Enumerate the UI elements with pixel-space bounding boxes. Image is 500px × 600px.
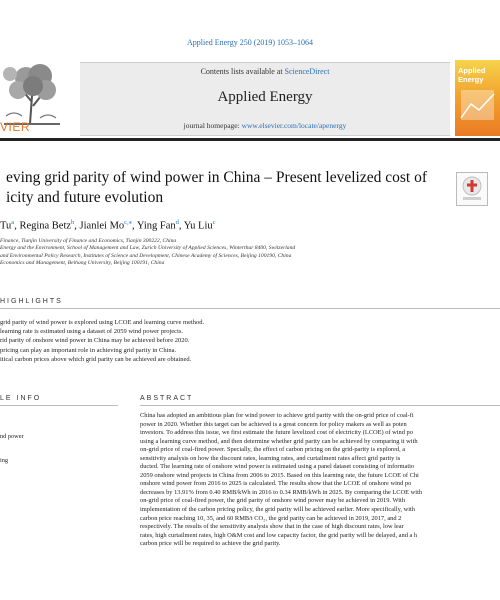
abstract-line: 2059 onshore wind projects in China from 2006 to 2015. Based on this learning rate, the future LCOE of Chi [140, 471, 419, 479]
abstract-line: on-grid price of coal-fired power, the grid parity of onshore wind power may be achieved in 2019. With [140, 497, 406, 505]
author-name[interactable]: Tu [0, 220, 12, 232]
journal-cover-thumbnail[interactable] [455, 60, 500, 136]
abstract-line: decreases by 13.91% from 0.40 RMB/kWh in 2016 to 0.34 RMB/kWh in 2025. By comparing the LCOE with [140, 488, 423, 496]
citation-line[interactable]: Applied Energy 250 (2019) 1053–1064 [186, 38, 314, 47]
homepage-line [80, 121, 450, 130]
affiliation-line: and Environmental Policy Research, Institutes of Science and Development, Chinese Academy of Sciences, Beijing 100190, China [0, 252, 292, 259]
abstract-line: ducted. The learning rate of onshore wind power is estimated using a panel dataset consisting of informatio [140, 463, 415, 471]
abstract-heading: ABSTRACT [140, 395, 194, 402]
crossmark-badge[interactable] [456, 172, 488, 206]
affiliation-line: Economics and Management, Beihang University, Beijing 100191, China [0, 260, 165, 267]
author-name[interactable]: Ying Fan [136, 220, 176, 232]
journal-title: Applied Energy [217, 89, 313, 105]
abstract-line: power in 2020. Whether this target can be achieved is a great concern for policy makers as well as poten [140, 420, 407, 428]
author-name[interactable]: Jianlei Mo [79, 220, 125, 232]
abstract-line: carbon price will be required to achieve the grid parity. [140, 540, 281, 548]
author-name[interactable]: Regina Betz [19, 220, 72, 232]
article-info-heading: LE INFO [0, 395, 42, 402]
homepage-link[interactable]: www.elsevier.com/locate/apenergy [241, 121, 347, 130]
highlights-list [0, 318, 300, 364]
highlights-heading: HIGHLIGHTS [0, 298, 63, 305]
highlight-item: learning rate is estimated using a dataset of 2059 wind power projects. [0, 328, 184, 336]
highlight-item: rid parity of onshore wind power in China may be achieved before 2020. [0, 337, 190, 345]
author-list: Tu$^a$, Regina Betz$^b$, Jianlei $Mo^{c,⁎}$, Ying Fan$^d$, Yu Liu$^c$ [0, 219, 216, 232]
abstract-line: implementation of the carbon pricing policy, the grid parity will be achieved earlier. More specifically, with [140, 506, 415, 514]
tree-engraving-icon [0, 62, 66, 126]
abstract-line: carbon price reaching 10, 35, and 60 RMB/t CO₂, the grid parity can be achieved in 2019, 2017, and 2 [140, 514, 402, 522]
abstract-divider [140, 405, 500, 406]
elsevier-logo [0, 62, 66, 140]
journal-header [80, 62, 450, 136]
crossmark-icon [457, 173, 487, 205]
highlight-item: itical carbon prices above which grid parity can be achieved are obtained. [0, 355, 192, 363]
abstract-body [140, 412, 500, 549]
author-name[interactable]: Yu Liu [183, 220, 213, 232]
abstract-line: sensitivity analysis on how the discount rates, learning rates, and curtailment rates affect grid parity is [140, 454, 401, 462]
homepage-prefix: journal homepage: [183, 121, 240, 130]
highlights-divider [0, 308, 500, 309]
affiliation-line: Finance, Tianjin University of Finance and Economics, Tianjin 300222, China [0, 238, 177, 244]
affiliation-mark[interactable]: c,⁎ [124, 219, 132, 226]
affiliation-mark[interactable]: b [71, 219, 75, 226]
contents-prefix: Contents lists available at [200, 67, 283, 76]
affiliation-mark[interactable]: d [175, 219, 179, 226]
affiliation-line: Energy and the Environment, School of Management and Law, Zurich University of Applied Sciences, Winterthur 8400, Switzerland [0, 245, 296, 252]
publisher-wordmark[interactable]: VIER [0, 120, 31, 134]
highlight-item: grid parity of wind power is explored using LCOE and learning curve method. [0, 319, 205, 326]
affiliation-mark[interactable]: c [212, 219, 216, 226]
abstract-line: investors. To address this issue, we first estimate the future levelized cost of electricity (LCOE) of wind po [140, 429, 413, 437]
article-title [6, 168, 436, 208]
affiliation-mark[interactable]: a [11, 219, 15, 226]
cover-art-icon [455, 60, 500, 136]
abstract-line: China has adopted an ambitious plan for wind power to achieve grid parity with the on-grid price of coal-fi [140, 412, 414, 419]
title-line-1: eving grid parity of wind power in China – Present levelized cost of [6, 169, 427, 186]
cover-title: Applied Energy [458, 66, 486, 84]
keyword[interactable]: ing [0, 457, 9, 464]
header-divider [0, 138, 500, 141]
title-line-2: icity and future evolution [6, 189, 164, 206]
keyword[interactable]: nd power [0, 433, 24, 440]
abstract-line: respectively. The results of the sensitivity analysis show that in the case of high discount rates, low lear [140, 523, 404, 531]
abstract-line: rates, high curtailment rates, high O&M cost and low capacity factor, the grid parity will be delayed, and a h [140, 531, 418, 539]
affiliations [0, 238, 420, 268]
highlight-item: pricing can play an important role in achieving grid parity in China. [0, 346, 177, 354]
contents-line [80, 67, 450, 76]
abstract-line: onshore wind power from 2016 to 2025 is calculated. The results show that the LCOE of onshore wind po [140, 480, 412, 488]
abstract-line: using a learning curve method, and then determine whether grid parity can be achieved by comparing it with [140, 437, 418, 445]
sciencedirect-link[interactable]: ScienceDirect [284, 67, 330, 76]
article-info-divider [0, 405, 118, 406]
keywords-list [0, 432, 110, 466]
abstract-line: on-grid price of coal-fired power. Specially, the effect of carbon pricing on the grid-parity is explored, a [140, 446, 406, 454]
